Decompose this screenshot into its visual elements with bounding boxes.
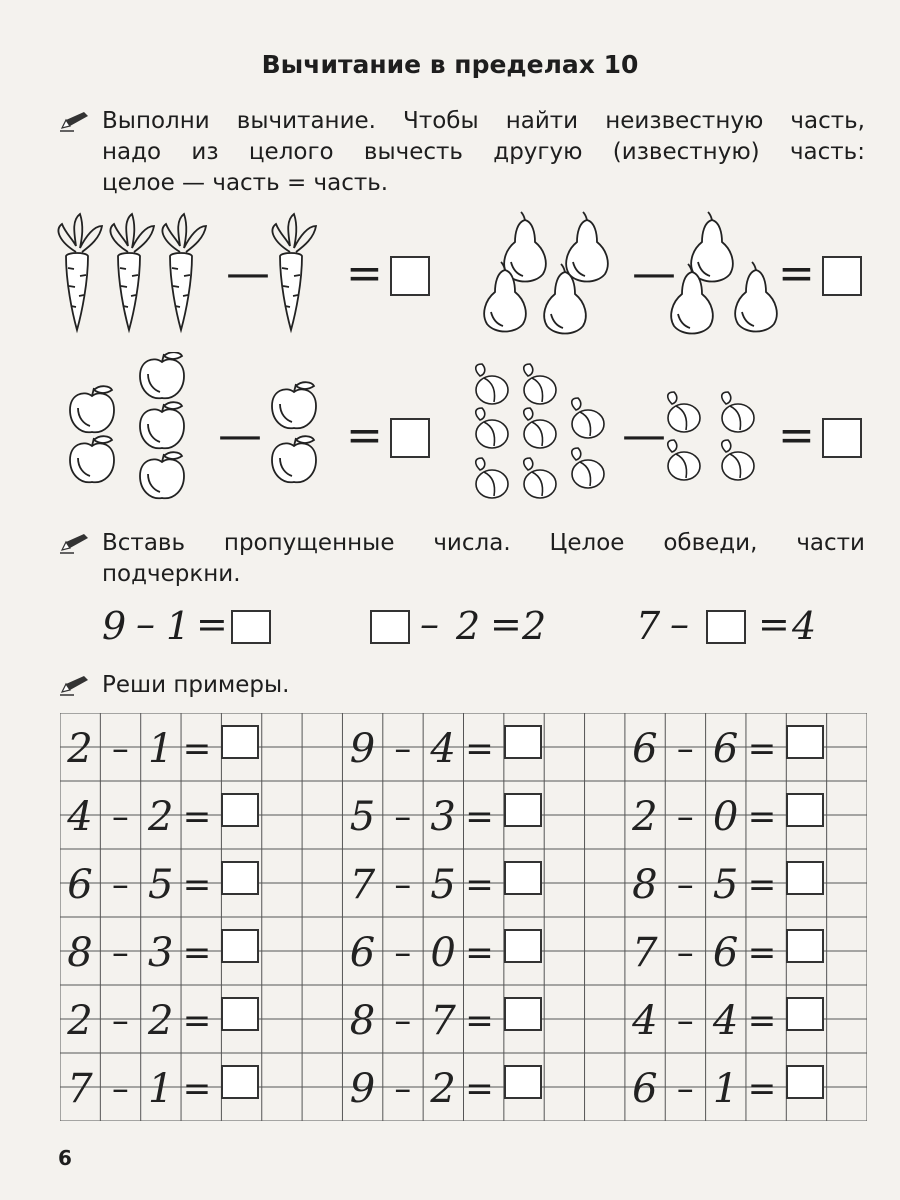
minuend: 8 — [349, 998, 376, 1044]
answer-box[interactable] — [786, 997, 824, 1031]
minus-sign: – — [676, 933, 694, 973]
subtrahend: 6 — [712, 726, 739, 772]
minuend: 6 — [349, 930, 376, 976]
equals-sign: = — [465, 1001, 494, 1041]
task-2-instruction — [60, 528, 865, 590]
minus-sign: – — [676, 729, 694, 769]
answer-box[interactable] — [504, 725, 542, 759]
equals-sign: = — [747, 797, 777, 837]
minus-sign: — — [632, 248, 676, 299]
answer-box-carrots[interactable] — [390, 256, 430, 296]
minus-sign: — — [218, 410, 262, 461]
subtrahend: 4 — [430, 726, 456, 772]
subtrahend: 3 — [430, 794, 456, 840]
minuend: 7 — [632, 930, 658, 976]
answer-box[interactable] — [786, 929, 824, 963]
eq1-equals: = — [196, 602, 228, 646]
equals-sign: = — [465, 797, 494, 837]
task-3-label: Реши примеры. — [102, 672, 290, 698]
subtrahend: 5 — [712, 862, 739, 908]
subtrahend: 1 — [147, 726, 174, 772]
answer-box[interactable] — [221, 793, 259, 827]
eq3-equals: = — [758, 602, 790, 646]
examples-grid — [60, 713, 867, 1121]
minus-sign: – — [394, 797, 412, 837]
minus-sign: — — [622, 410, 666, 461]
equals-sign: = — [778, 410, 815, 461]
subtrahend: 7 — [430, 998, 456, 1044]
task-1-line-2: надо из целого вычесть другую (известную) часть: — [102, 139, 865, 165]
minus-sign: – — [111, 729, 129, 769]
minus-sign: – — [676, 1001, 694, 1041]
minuend: 7 — [67, 1066, 93, 1112]
minuend: 9 — [349, 1066, 376, 1112]
subtrahend: 0 — [712, 794, 739, 840]
pencil-icon — [60, 110, 90, 132]
task-3-instruction — [60, 670, 865, 701]
minuend: 8 — [67, 930, 93, 976]
eq3-whole: 7 — [636, 604, 661, 648]
pencil-icon — [60, 532, 90, 554]
minus-sign: – — [394, 1069, 412, 1109]
minuend: 9 — [349, 726, 376, 772]
picture-row-2 — [50, 352, 870, 492]
eq3-answer-box[interactable] — [706, 610, 746, 644]
answer-box[interactable] — [221, 929, 259, 963]
answer-box[interactable] — [504, 1065, 542, 1099]
equals-sign: = — [465, 1069, 494, 1109]
equals-sign: = — [747, 1069, 777, 1109]
minus-sign: – — [111, 797, 129, 837]
eq3-result: 4 — [792, 604, 817, 648]
answer-box[interactable] — [504, 861, 542, 895]
minuend: 4 — [632, 998, 658, 1044]
subtrahend: 3 — [147, 930, 174, 976]
pencil-icon — [60, 674, 90, 696]
subtrahend: 2 — [430, 1066, 456, 1112]
eq2-result: 2 — [522, 604, 547, 648]
answer-box[interactable] — [221, 1065, 259, 1099]
equals-sign: = — [747, 1001, 777, 1041]
apples-part — [264, 372, 324, 502]
equals-sign: = — [465, 729, 494, 769]
apples-whole — [66, 352, 206, 502]
minus-sign: — — [226, 248, 270, 299]
minuend: 6 — [67, 862, 93, 908]
answer-box[interactable] — [504, 793, 542, 827]
minus-sign: – — [111, 1001, 129, 1041]
answer-box[interactable] — [504, 997, 542, 1031]
answer-box[interactable] — [786, 1065, 824, 1099]
minus-sign: – — [111, 933, 129, 973]
subtrahend: 1 — [712, 1066, 739, 1112]
minuend: 8 — [632, 862, 658, 908]
answer-box[interactable] — [504, 929, 542, 963]
task-2-line-2: подчеркни. — [102, 561, 241, 587]
eq1-minus: – — [136, 602, 155, 646]
answer-box-apples[interactable] — [390, 418, 430, 458]
carrots-part — [262, 208, 322, 338]
eq2-minus: – — [420, 602, 439, 646]
subtrahend: 4 — [712, 998, 739, 1044]
minus-sign: – — [394, 865, 412, 905]
task-2-line-1: Вставь пропущенные числа. Целое обведи, части — [102, 530, 865, 556]
answer-box[interactable] — [221, 725, 259, 759]
answer-box[interactable] — [221, 997, 259, 1031]
subtrahend: 5 — [147, 862, 174, 908]
equals-sign: = — [182, 865, 212, 905]
answer-box[interactable] — [786, 793, 824, 827]
page-number: 6 — [58, 1146, 72, 1170]
answer-box[interactable] — [221, 861, 259, 895]
eq2-equals: = — [490, 602, 522, 646]
minus-sign: – — [111, 1069, 129, 1109]
task-1-line-3: целое — часть = часть. — [102, 170, 389, 196]
minuend: 7 — [349, 862, 376, 908]
page-title: Вычитание в пределах 10 — [261, 50, 639, 79]
answer-box-pears[interactable] — [822, 256, 862, 296]
equals-sign: = — [346, 410, 383, 461]
subtrahend: 1 — [147, 1066, 174, 1112]
subtrahend: 6 — [712, 930, 739, 976]
equals-sign: = — [465, 933, 494, 973]
equals-sign: = — [182, 729, 212, 769]
minuend: 2 — [632, 794, 658, 840]
minus-sign: – — [676, 797, 694, 837]
peaches-whole — [468, 358, 628, 503]
minus-sign: – — [676, 1069, 694, 1109]
minuend: 2 — [67, 726, 93, 772]
subtrahend: 2 — [147, 998, 174, 1044]
subtrahend: 0 — [430, 930, 456, 976]
equals-sign: = — [182, 1069, 212, 1109]
minuend: 6 — [632, 726, 658, 772]
minuend: 2 — [67, 998, 93, 1044]
equals-sign: = — [182, 933, 212, 973]
eq3-minus: – — [670, 602, 689, 646]
minuend: 4 — [67, 794, 93, 840]
task-1-instruction — [60, 106, 865, 199]
eq1-answer-box[interactable] — [231, 610, 271, 644]
equals-sign: = — [747, 865, 777, 905]
task-1-line-1: Выполни вычитание. Чтобы найти неизвестную часть, — [102, 108, 865, 134]
pears-whole — [475, 208, 635, 338]
carrots-whole — [50, 208, 220, 338]
pears-part — [662, 208, 792, 338]
equals-sign: = — [747, 729, 777, 769]
equals-sign: = — [747, 933, 777, 973]
equals-sign: = — [778, 248, 815, 299]
peaches-part — [660, 386, 770, 486]
equals-sign: = — [465, 865, 494, 905]
answer-box[interactable] — [786, 725, 824, 759]
eq2-part: 2 — [456, 604, 481, 648]
eq2-answer-box[interactable] — [370, 610, 410, 644]
minuend: 6 — [632, 1066, 658, 1112]
minuend: 5 — [349, 794, 376, 840]
eq1-part: 1 — [166, 604, 191, 648]
equals-sign: = — [346, 248, 383, 299]
minus-sign: – — [394, 933, 412, 973]
minus-sign: – — [394, 1001, 412, 1041]
equals-sign: = — [182, 1001, 212, 1041]
eq1-whole: 9 — [102, 604, 127, 648]
equals-sign: = — [182, 797, 212, 837]
minus-sign: – — [676, 865, 694, 905]
answer-box[interactable] — [786, 861, 824, 895]
minus-sign: – — [111, 865, 129, 905]
subtrahend: 2 — [147, 794, 174, 840]
subtrahend: 5 — [430, 862, 456, 908]
picture-row-1 — [50, 208, 870, 348]
answer-box-peaches[interactable] — [822, 418, 862, 458]
minus-sign: – — [394, 729, 412, 769]
